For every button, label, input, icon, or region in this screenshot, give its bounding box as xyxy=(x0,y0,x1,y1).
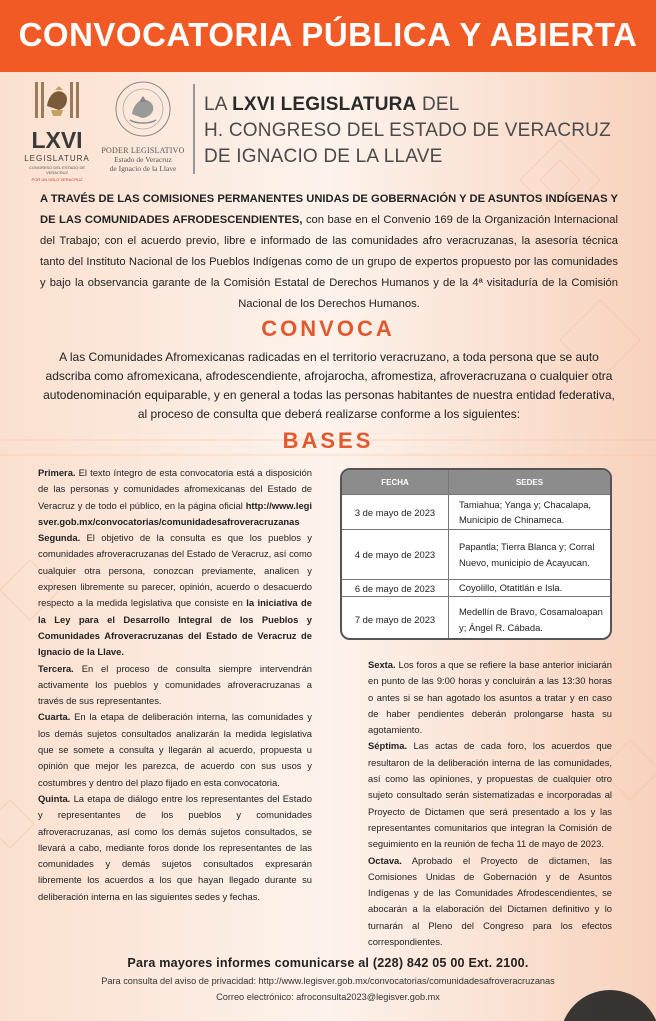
intro-paragraph xyxy=(40,189,618,315)
table-header xyxy=(342,470,610,494)
base-cuarta: Cuarta. En la etapa de deliberación interna, las comunidades y los demás sujetos consultados analizarán la medida legislativa que se somete a consulta y llegarán al acuerdo, propuesta u opinión que mejor les parezca, de acuerdo con sus usos y costumbres y dentro del plazo fijado en esta convocatoria. xyxy=(38,711,312,788)
table-row xyxy=(342,529,610,579)
convocatoria-link[interactable]: http://www.legisver.gob.mx/convocatorias/comunidadesafroveracruzanas xyxy=(38,499,312,527)
table-cell-sedes: Coyolillo, Otatitlán e Isla. xyxy=(459,582,563,594)
title-banner xyxy=(0,0,656,72)
contact-info: Para mayores informes comunicarse al (228) 842 05 00 Ext. 2100. xyxy=(127,956,529,970)
table-cell-fecha: 4 de mayo de 2023 xyxy=(342,530,449,579)
poder-legislativo-seal xyxy=(100,80,186,176)
table-header-sedes: SEDES xyxy=(515,477,544,487)
table-row xyxy=(342,596,610,640)
contact-email[interactable]: Correo electrónico: afroconsulta2023@legisver.gob.mx xyxy=(216,992,440,1002)
lxvi-logo-subtitle: LEGISLATURA xyxy=(24,154,90,163)
issuer-line-2: H. CONGRESO DEL ESTADO DE VERACRUZ xyxy=(204,120,611,141)
table-cell-sedes: Tamiahua; Yanga y; Chacalapa, Municipio de Chinameca. xyxy=(459,498,592,525)
page-title: CONVOCATORIA PÚBLICA Y ABIERTA xyxy=(18,16,638,53)
base-octava: Octava. Aprobado el Proyecto de dictamen, las Comisiones Unidas de Gobernación y de Asuntos Indígenas y de las Comunidades Afrodescendientes, se abocarán a la elaboración del Dictamen definitivo y lo turnarán al Pleno del Congreso para los efectos correspondientes. xyxy=(368,854,612,948)
legislature-emblem-icon xyxy=(29,80,85,120)
base-primera: Primera. El texto íntegro de esta convocatoria está a disposición de las personas y comunidades afromexicanas del Estado de Veracruz y de todo el público, en la página oficial http://www.legisver.gob.mx/convocatorias/comunidadesafroveracruzanas xyxy=(38,467,312,527)
table-cell-fecha: 6 de mayo de 2023 xyxy=(342,580,449,596)
base-tercera: Tercera. En el proceso de consulta siempre intervendrán activamente los pueblos y comunidades afroveracruzanas a través de sus representantes. xyxy=(38,662,312,707)
lxvi-logo-tagline: POR UN SOLO VERACRUZ xyxy=(31,177,83,182)
table-cell-fecha: 3 de mayo de 2023 xyxy=(342,495,449,529)
intro-text: con base en el Convenio 169 de la Organización Internacional del Trabajo; con el acuerdo previo, libre e informado de las comunidades afro veracruzanas, la asesoría técnica tanto del Instituto Nacional de los Pueblos Indígenas como de un grupo de expertos propuesto por las comunidades y bajo la observancia garante de la Comisión Estatal de Derechos Humanos y de la 4ª visitaduría de la Comisión Nacional de los Derechos Humanos. xyxy=(40,214,618,310)
lxvi-logo-text: LXVI xyxy=(31,127,83,153)
base-segunda: Segunda. El objetivo de la consulta es que los pueblos y comunidades afroveracruzanas del Estado de Veracruz, así como cualquier otra persona, conozcan previamente, analicen y expresen libremente su parecer, opinión, acuerdo o desacuerdo respecto a la medida legislativa que consiste en la iniciativa de la Ley para el Desarrollo Integral de los Pueblos y Comunidades Afroveracruzanas del Estado de Veracruz de Ignacio de la Llave. xyxy=(38,532,313,658)
seal-line-3: de Ignacio de la Llave xyxy=(109,164,177,173)
bases-heading: BASES xyxy=(282,428,374,453)
table-cell-sedes: Medellín de Bravo, Cosamaloapan y; Ángel R. Cábada. xyxy=(459,606,603,633)
seal-line-2: Estado de Veracruz xyxy=(114,155,172,164)
national-seal-icon xyxy=(114,80,172,138)
table-cell-fecha: 7 de mayo de 2023 xyxy=(342,597,449,640)
privacy-notice-link[interactable]: Para consulta del aviso de privacidad: http://www.legisver.gob.mx/convocatorias/comunidadesafroveracruzanas xyxy=(101,976,555,986)
bases-left-column xyxy=(38,465,312,905)
issuer-line-1: LA LXVI LEGISLATURA DEL xyxy=(204,94,460,115)
table-header-fecha: FECHA xyxy=(342,470,449,494)
issuer-heading xyxy=(204,92,611,170)
convoca-heading: CONVOCA xyxy=(261,316,395,341)
sedes-table xyxy=(340,468,612,640)
lxvi-logo-caption: CONGRESO DEL ESTADO DE VERACRUZ xyxy=(28,165,85,175)
header-divider xyxy=(193,84,195,174)
table-cell-sedes: Papantla; Tierra Blanca y; Corral Nuevo, municipio de Acayucan. xyxy=(459,541,595,568)
convoca-paragraph: A las Comunidades Afromexicanas radicadas en el territorio veracruzano, a toda persona que se auto adscriba como afromexicana, afrodescendiente, afrojarocha, afromestiza, afroveracruzana o cualquier otra autodenominación equiparable, y en general a todas las personas habitantes de nuestra entidad federativa, al proceso de consulta que deberá realizarse conforme a los siguientes: xyxy=(43,350,615,421)
seal-line-1: PODER LEGISLATIVO xyxy=(101,146,185,155)
base-septima: Séptima. Las actas de cada foro, los acuerdos que resultaron de la deliberación interna de las comunidades, así como las opiniones, y propuestas de cualquier otro sujeto consultado serán sistematizadas e incorporadas al Proyecto de Dictamen que será presentado a los y las representantes comunitarios que integran la Comisión de seguimiento en la reunión de fecha 11 de mayo de 2023. xyxy=(368,740,612,850)
lxvi-legislatura-logo xyxy=(24,80,90,182)
base-sexta: Sexta. Los foros a que se refiere la base anterior iniciarán en punto de las 9:00 horas y concluirán a las 13:30 horas o antes si se han agotado los asuntos a tratar y en caso de haber pendientes deberán prolongarse hasta su agotamiento. xyxy=(368,659,612,736)
issuer-line-3: DE IGNACIO DE LA LLAVE xyxy=(204,146,443,167)
intro-bold: A TRAVÉS DE LAS COMISIONES PERMANENTES UNIDAS DE GOBERNACIÓN Y DE ASUNTOS INDÍGENAS Y DE LAS COMUNIDADES AFRODESCENDIENTES, xyxy=(40,193,618,226)
table-row xyxy=(342,579,610,596)
table-row xyxy=(342,494,610,529)
base-quinta: Quinta. La etapa de diálogo entre los representantes del Estado y representantes de los pueblos y comunidades afroveracruzanas, así como los demás sujetos consultados, se llevará a cabo, mediante foros donde los representantes de las comunidades y demás sujetos consultados expresarán libremente los acuerdos a los que hayan llegado durante su deliberación interna en las siguientes sedes y fechas. xyxy=(38,792,312,902)
bases-right-column xyxy=(368,657,612,950)
